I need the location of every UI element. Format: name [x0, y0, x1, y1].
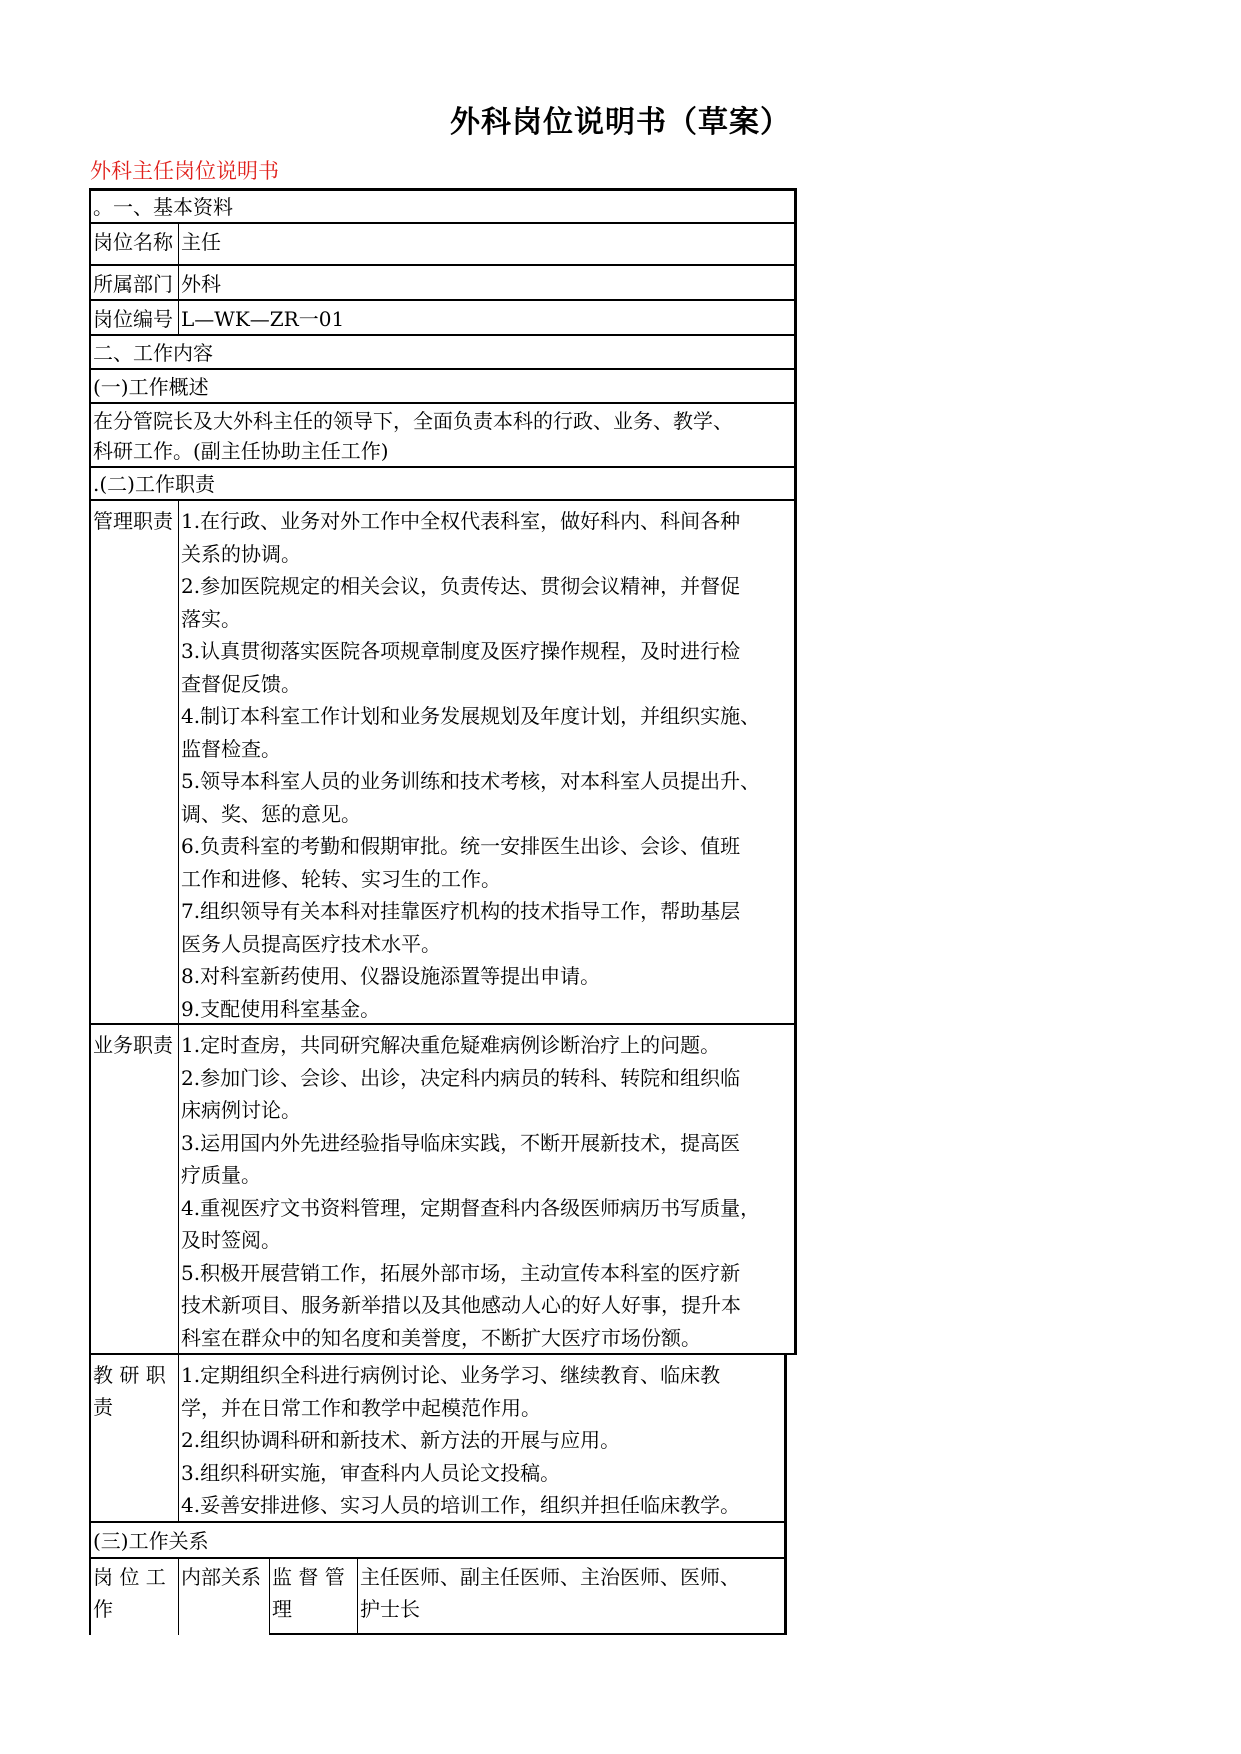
duty-line: 关系的协调。 [181, 541, 301, 566]
duty-line: 2.组织协调科研和新技术、新方法的开展与应用。 [181, 1428, 621, 1452]
section-heading: .(二)工作职责 [93, 472, 215, 496]
duty-list [179, 501, 794, 1023]
label-line: 监 督 管 [272, 1565, 345, 1589]
duty-line: 3.运用国内外先进经验指导临床实践，不断开展新技术，提高医 [181, 1130, 741, 1155]
row-management-duties [89, 501, 797, 1025]
duty-line: 5.领导本科室人员的业务训练和技术考核，对本科室人员提出升、 [181, 769, 761, 793]
duty-list [179, 1025, 794, 1353]
label-line: 作 [93, 1597, 113, 1621]
section-relations-heading [89, 1523, 787, 1559]
duty-line: 1.定期组织全科进行病例讨论、业务学习、继续教育、临床教 [181, 1363, 721, 1387]
duty-line: 1.定时查房，共同研究解决重危疑难病例诊断治疗上的问题。 [181, 1033, 721, 1057]
duty-line: 学，并在日常工作和教学中起模范作用。 [181, 1395, 541, 1420]
duty-line: 2.参加门诊、会诊、出诊，决定科内病员的转科、转院和组织临 [181, 1065, 741, 1090]
row-department [89, 266, 797, 301]
overview-line: 在分管院长及大外科主任的领导下，全面负责本科的行政、业务、教学、 [93, 409, 733, 433]
row-teaching-research-duties [89, 1355, 787, 1523]
field-value: L—WK—ZR一01 [181, 307, 345, 331]
section-heading: (三)工作关系 [93, 1529, 209, 1553]
section-heading: 。一、基本资料 [93, 195, 233, 219]
label-line: 责 [93, 1395, 113, 1419]
section-overview-heading [89, 370, 797, 404]
duty-line: 及时签阅。 [181, 1228, 281, 1252]
duty-line: 4.制订本科室工作计划和业务发展规划及年度计划，并组织实施、 [181, 704, 761, 728]
duty-line: 查督促反馈。 [181, 671, 301, 696]
duty-line: 技术新项目、服务新举措以及其他感动人心的好人好事，提升本 [181, 1293, 741, 1317]
duty-line: 科室在群众中的知名度和美誉度，不断扩大医疗市场份额。 [181, 1325, 701, 1350]
row-business-duties [89, 1025, 797, 1355]
section-basic-info [89, 188, 797, 224]
duty-line: 6.负责科室的考勤和假期审批。统一安排医生出诊、会诊、值班 [181, 834, 741, 858]
duty-line: 1.在行政、业务对外工作中全权代表科室，做好科内、科间各种 [181, 509, 741, 533]
label-line: 教 研 职 [93, 1363, 166, 1387]
job-description-table [89, 188, 797, 1635]
section-heading: 二、工作内容 [93, 341, 213, 365]
duty-line: 5.积极开展营销工作，拓展外部市场，主动宣传本科室的医疗新 [181, 1260, 741, 1285]
duty-line: 7.组织领导有关本科对挂靠医疗机构的技术指导工作，帮助基层 [181, 899, 741, 923]
relations-label [91, 1559, 179, 1635]
duty-line: 监督检查。 [181, 736, 281, 761]
duty-line: 落实。 [181, 606, 241, 631]
field-label: 管理职责 [91, 501, 179, 1023]
duty-line: 疗质量。 [181, 1163, 261, 1187]
label-line: 理 [272, 1597, 292, 1621]
duty-line: 2.参加医院规定的相关会议，负责传达、贯彻会议精神，并督促 [181, 574, 741, 598]
row-post-name [89, 224, 797, 266]
field-label: 业务职责 [91, 1025, 179, 1353]
duty-line: 医务人员提高医疗技术水平。 [181, 931, 441, 956]
relations-type: 内部关系 [181, 1565, 261, 1589]
duty-line: 8.对科室新药使用、仪器设施添置等提出申请。 [181, 964, 601, 988]
section-heading: (一)工作概述 [93, 375, 209, 399]
duty-line: 工作和进修、轮转、实习生的工作。 [181, 866, 501, 891]
text-line: 主任医师、副主任医师、主治医师、医师、 [360, 1565, 740, 1589]
field-label [91, 1355, 179, 1521]
relations-parties [358, 1559, 784, 1633]
row-work-relations [89, 1559, 787, 1635]
text-line: 护士长 [360, 1597, 420, 1621]
field-value: 外科 [181, 272, 221, 296]
duty-line: 调、奖、惩的意见。 [181, 801, 361, 826]
section-duties-heading [89, 468, 797, 501]
section-work-content [89, 336, 797, 370]
duty-line: 4.重视医疗文书资料管理，定期督查科内各级医师病历书写质量， [181, 1195, 761, 1220]
field-label: 岗位编号 [91, 301, 179, 334]
document-subtitle: 外科主任岗位说明书 [90, 159, 279, 183]
field-label: 岗位名称 [91, 224, 179, 264]
duty-line: 9.支配使用科室基金。 [181, 996, 381, 1021]
duty-line: 床病例讨论。 [181, 1098, 301, 1122]
section-overview-text [89, 404, 797, 468]
field-label: 所属部门 [91, 266, 179, 299]
duty-line: 3.组织科研实施，审查科内人员论文投稿。 [181, 1460, 561, 1485]
duty-list [179, 1355, 784, 1521]
duty-line: 4.妥善安排进修、实习人员的培训工作，组织并担任临床教学。 [181, 1493, 741, 1517]
relations-kind [270, 1559, 358, 1633]
relations-detail [269, 1559, 784, 1635]
field-value: 主任 [181, 230, 221, 254]
overview-line: 科研工作。(副主任协助主任工作) [93, 439, 389, 463]
row-post-code [89, 301, 797, 336]
document-title: 外科岗位说明书（草案） [450, 105, 791, 140]
duty-line: 3.认真贯彻落实医院各项规章制度及医疗操作规程，及时进行检 [181, 639, 741, 663]
label-line: 岗 位 工 [93, 1565, 166, 1589]
